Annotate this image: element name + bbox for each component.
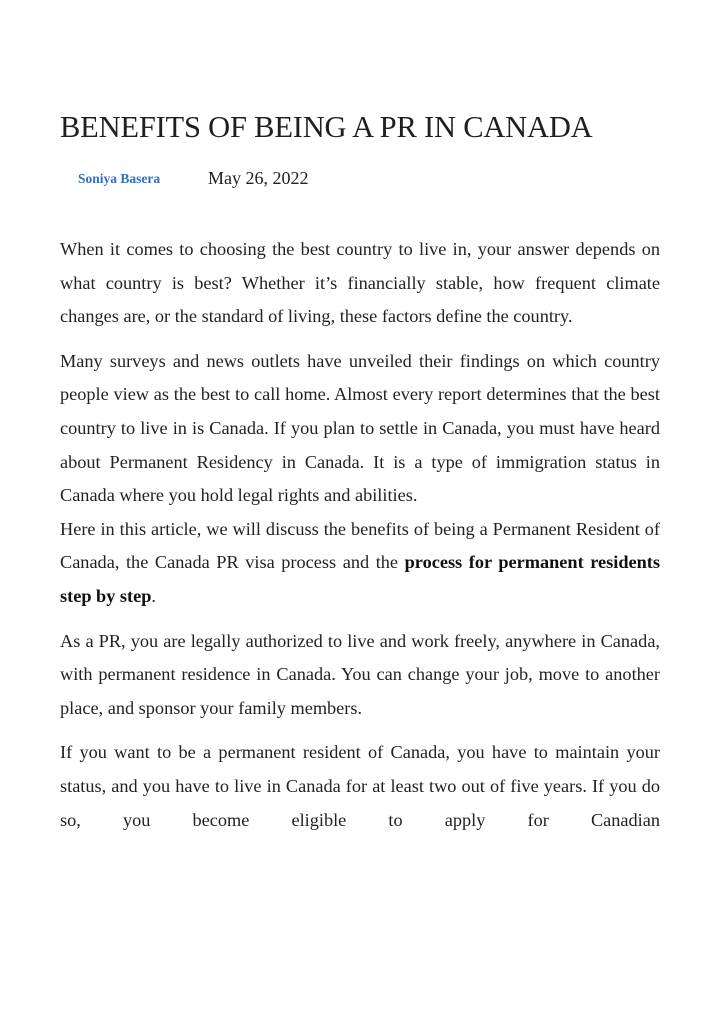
paragraph-pr-rights: As a PR, you are legally authorized to live and work freely, anywhere in Canada, with permanent residence in Canada. You can change your job, move to another place, and sponsor your family members. (60, 630, 660, 718)
paragraph-article-scope (60, 513, 660, 614)
publish-date: May 26, 2022 (208, 168, 309, 188)
paragraph-intro: When it comes to choosing the best country to live in, your answer depends on what country is best? Whether it’s financially stable, how frequent climate changes are, or the standard of living, these factors define the country. (60, 239, 660, 327)
paragraph-article-scope-text: Here in this article, we will discuss the benefits of being a Permanent Resident of Canada, the Canada PR visa process and the (60, 518, 660, 573)
paragraph-maintain-status: If you want to be a permanent resident of Canada, you have to maintain your status, and you have to live in Canada for at least two out of five years. If you do so, you become eligible to apply for Canadian (60, 742, 660, 830)
paragraph-surveys: Many surveys and news outlets have unveiled their findings on which country people view as the best to call home. Almost every report determines that the best country to live in is Canada. If you plan to settle in Canada, you must have heard about Permanent Residency in Canada. It is a type of immigration status in Canada where you hold legal rights and abilities. (60, 350, 660, 506)
article-title: BENEFITS OF BEING A PR IN CANADA (60, 110, 593, 144)
article-body (60, 233, 660, 848)
pr-process-link[interactable]: process for permanent residents step by step (60, 552, 660, 606)
article-meta (60, 168, 660, 192)
paragraph-article-scope-end: . (151, 585, 156, 606)
author-name[interactable]: Soniya Basera (78, 171, 161, 186)
